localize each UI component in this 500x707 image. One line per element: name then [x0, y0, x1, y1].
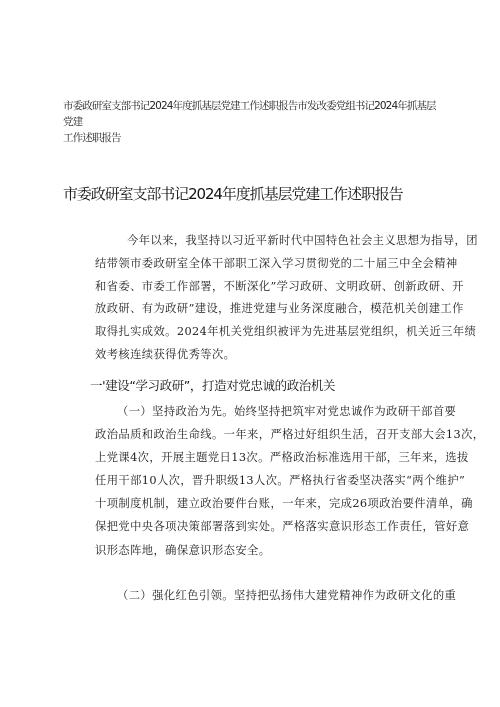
body-paragraph-political [95, 400, 485, 562]
paragraph-line: 上党课4次，开展主题党日13次。严格政治标准选用干部，三年来，选拔 [95, 451, 469, 465]
paragraph-line: 放政研、有为政研”建设，推进党建与业务深度融合，模范机关创建工作 [95, 302, 464, 316]
document-header-line: 市委政研室支部书记2024年度抓基层党建工作述职报告市发改委党组书记2024年抓基层党建 [63, 100, 436, 128]
section-heading: 一'建设“学习政研”，打造对党忠诚的政治机关 [90, 378, 336, 393]
paragraph-line: 任用干部10人次，晋升职级13人次。严格执行省委坚决落实“两个维护” [95, 474, 466, 488]
body-paragraph-red-guidance [95, 584, 457, 607]
paragraph-line: 结带领市委政研室全体干部职工深入学习贯彻党的二十届三中全会精神 [95, 256, 458, 270]
document-header-line: 工作述职报告 [63, 132, 121, 144]
paragraph-line: （二）强化红色引领。坚持把弘扬伟大建党精神作为政研文化的重 [117, 589, 457, 602]
paragraph-line: （一）坚持政治为先。始终坚持把筑牢对党忠诚作为政研干部首要 [117, 405, 457, 418]
paragraph-line: 政治品质和政治生命线。一年来，严格过好组织生活，召开支部大会13次， [95, 428, 485, 442]
document-title: 市委政研室支部书记2024年度抓基层党建工作述职报告 [63, 185, 403, 203]
paragraph-line: 识形态阵地，确保意识形态安全。 [95, 543, 271, 557]
document-header [63, 98, 443, 146]
paragraph-line: 取得扎实成效。2024年机关党组织被评为先进基层党组织，机关近三年绩 [95, 325, 477, 339]
paragraph-line: 保把党中央各项决策部署落到实处。严格落实意识形态工作责任，管好意 [95, 520, 470, 534]
paragraph-line: 十项制度机制，建立政治要件台账，一年来，完成26项政治要件清单，确 [95, 497, 473, 511]
paragraph-line: 效考核连续获得优秀等次。 [95, 347, 236, 361]
paragraph-line: 和省委、市委工作部署，不断深化”学习政研、文明政研、创新政研、开 [95, 279, 464, 293]
paragraph-line: 今年以来，我坚持以习近平新时代中国特色社会主义思想为指导，团 [127, 234, 478, 247]
intro-paragraph [95, 230, 478, 367]
